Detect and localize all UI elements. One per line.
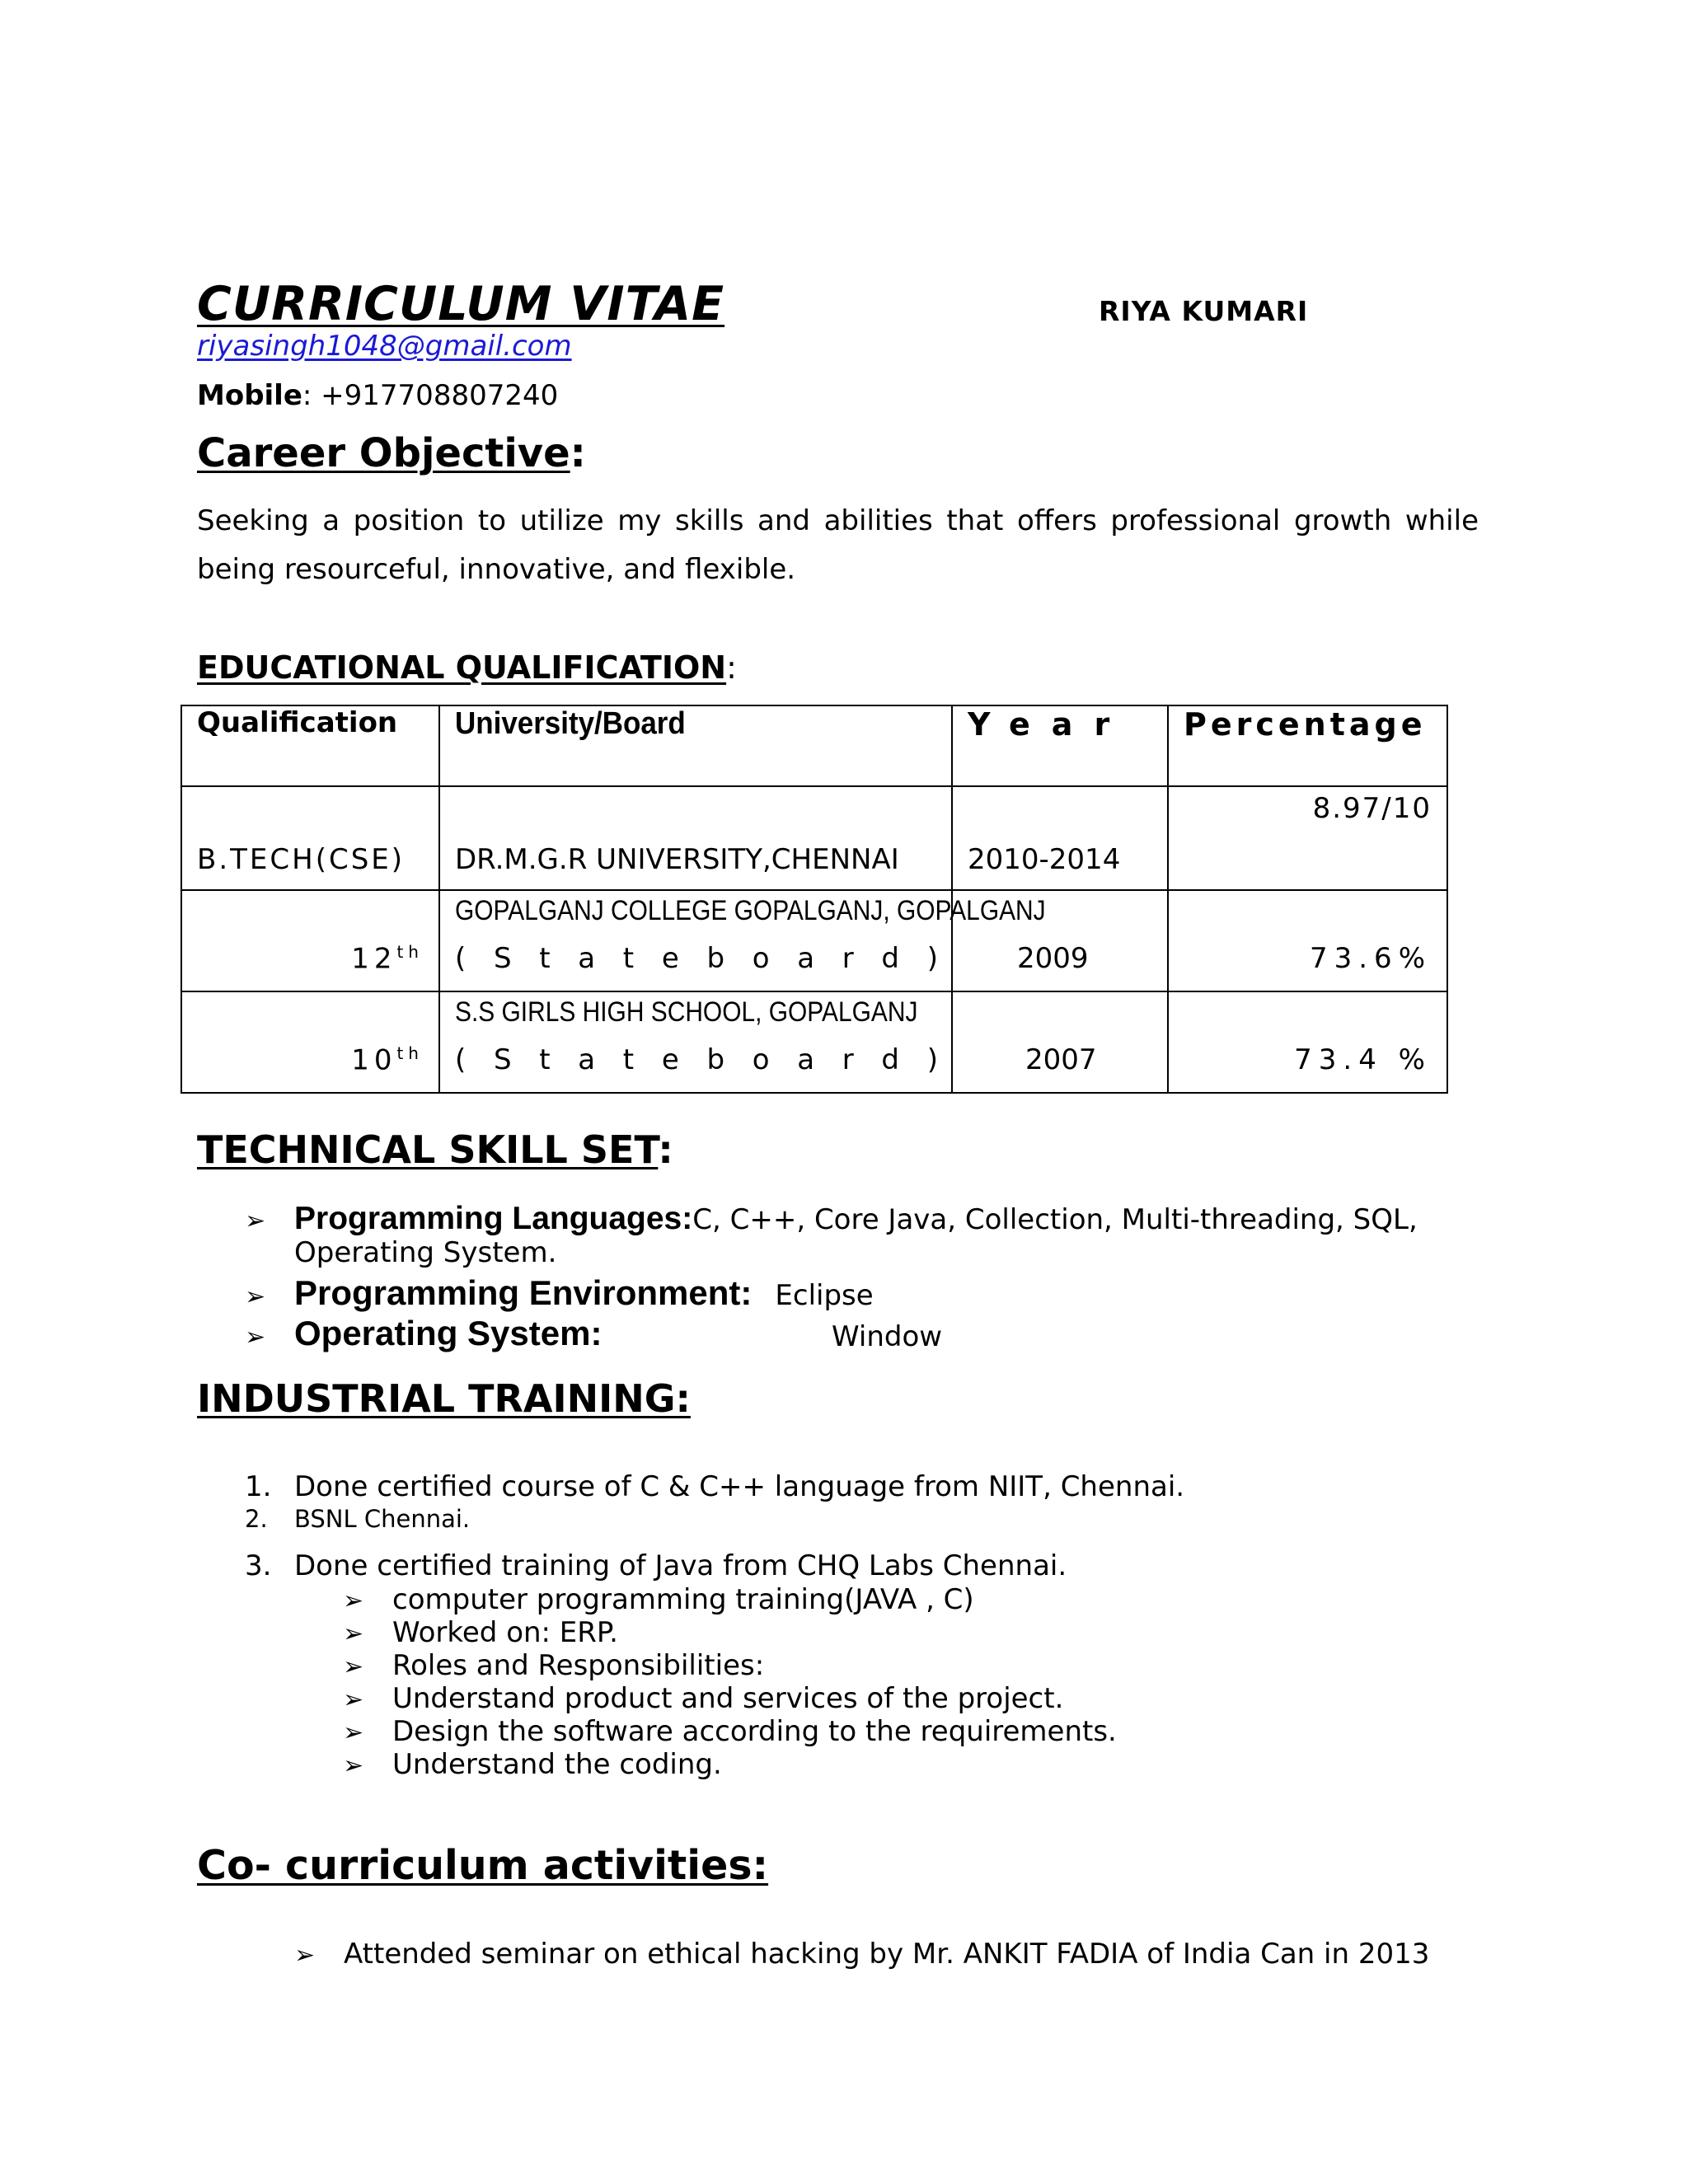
header-university-text: University/Board xyxy=(455,706,686,741)
skill-label: Programming Environment xyxy=(294,1273,741,1312)
skill-sep: : xyxy=(740,1273,753,1312)
subitem-text: Worked on: ERP. xyxy=(392,1616,618,1649)
year-text: 2007 xyxy=(1025,1043,1097,1076)
year-cell xyxy=(952,786,1168,890)
skill-sep: : xyxy=(682,1201,693,1236)
skill-value: Eclipse xyxy=(775,1279,874,1312)
training-number: 3. xyxy=(245,1549,272,1582)
education-heading xyxy=(197,649,737,686)
year-text: 2010-2014 xyxy=(968,843,1121,876)
skill-value-continued: Operating System. xyxy=(294,1236,557,1269)
qualification-number: 12 xyxy=(351,942,397,976)
qualification-cell xyxy=(181,890,439,991)
technical-heading-text: TECHNICAL SKILL SET xyxy=(197,1127,659,1172)
training-item xyxy=(245,1505,470,1533)
training-item xyxy=(245,1549,1067,1582)
arrowhead-bullet-icon: ➢ xyxy=(343,1586,364,1615)
skill-item xyxy=(245,1273,874,1313)
table-row xyxy=(181,890,1447,991)
education-heading-colon: : xyxy=(726,649,737,686)
cv-title: CURRICULUM VITAE xyxy=(197,277,725,331)
subitem-text: Understand product and services of the project. xyxy=(392,1682,1064,1715)
qualification-text xyxy=(351,942,424,975)
cocurricular-text: Attended seminar on ethical hacking by Mr. ANKIT FADIA of India Can in 2013 xyxy=(344,1938,1430,1971)
qualification-text: B.TECH(CSE) xyxy=(197,843,406,876)
table-row xyxy=(181,991,1447,1093)
training-subitem xyxy=(343,1583,974,1616)
training-subitem xyxy=(343,1616,618,1649)
board-text: ( S t a t e b o a r d ) xyxy=(455,1043,938,1076)
education-heading-text: EDUCATIONAL QUALIFICATION xyxy=(197,649,727,686)
arrowhead-bullet-icon: ➢ xyxy=(343,1652,364,1681)
arrowhead-bullet-icon: ➢ xyxy=(245,1323,266,1352)
university-cell xyxy=(439,890,1046,991)
table-row xyxy=(181,786,1447,890)
arrowhead-bullet-icon: ➢ xyxy=(343,1718,364,1747)
arrowhead-bullet-icon: ➢ xyxy=(343,1751,364,1780)
skill-sep: : xyxy=(590,1314,603,1352)
career-heading-colon: : xyxy=(570,430,586,476)
year-cell xyxy=(952,890,1168,991)
education-table xyxy=(181,705,1448,1094)
qualification-cell xyxy=(181,991,439,1093)
percentage-text: 73.4 % xyxy=(1294,1043,1432,1076)
education-header-row xyxy=(181,705,1447,786)
cocurricular-item xyxy=(294,1938,1429,1971)
header-year xyxy=(952,705,1168,786)
skill-item xyxy=(245,1201,1418,1237)
cocurricular-heading-text: Co- curriculum activities: xyxy=(197,1842,769,1889)
career-objective-heading xyxy=(197,430,586,476)
header-qualification: Qualification xyxy=(181,705,439,786)
training-text: Done certified course of C & C++ language from NIIT, Chennai. xyxy=(294,1470,1185,1503)
industrial-training-heading xyxy=(197,1376,691,1421)
cocurricular-heading xyxy=(197,1842,768,1889)
university-cell xyxy=(439,786,952,890)
qualification-sup: th xyxy=(396,1043,424,1063)
email-link[interactable]: riyasingh1048@gmail.com xyxy=(197,330,572,363)
training-item xyxy=(245,1470,1184,1503)
year-text: 2009 xyxy=(1017,942,1089,975)
year-cell xyxy=(952,991,1168,1093)
header-year-text: Year xyxy=(968,706,1132,743)
qualification-cell xyxy=(181,786,439,890)
subitem-text: Understand the coding. xyxy=(392,1748,722,1781)
percentage-cell xyxy=(1168,786,1447,890)
career-objective-text: Seeking a position to utilize my skills and abilities that offers professional growth while being resourceful, innovative, and flexible. xyxy=(197,504,1479,586)
subitem-text: Roles and Responsibilities: xyxy=(392,1649,765,1682)
arrowhead-bullet-icon: ➢ xyxy=(294,1941,316,1970)
skill-value: Window xyxy=(832,1320,943,1353)
percentage-cell xyxy=(1168,991,1447,1093)
skill-item xyxy=(245,1314,602,1353)
qualification-number: 10 xyxy=(351,1043,397,1077)
skill-label: Programming Languages xyxy=(294,1201,682,1236)
technical-skills-heading xyxy=(197,1127,673,1172)
candidate-name: RIYA KUMARI xyxy=(1099,295,1309,327)
arrowhead-bullet-icon: ➢ xyxy=(245,1207,266,1235)
university-text: S.S GIRLS HIGH SCHOOL, GOPALGANJ xyxy=(455,996,918,1028)
training-text: Done certified training of Java from CHQ Labs Chennai. xyxy=(294,1549,1067,1582)
mobile-label: Mobile xyxy=(197,379,302,412)
header-percentage-text: Percentage xyxy=(1184,706,1427,743)
training-heading-text: INDUSTRIAL TRAINING: xyxy=(197,1376,691,1421)
mobile-value: : +917708807240 xyxy=(302,379,559,412)
career-heading-text: Career Objective xyxy=(197,430,570,476)
university-cell xyxy=(439,991,952,1093)
university-text: DR.M.G.R UNIVERSITY,CHENNAI xyxy=(455,843,899,876)
training-number: 1. xyxy=(245,1470,272,1503)
arrowhead-bullet-icon: ➢ xyxy=(245,1282,266,1311)
training-subitem xyxy=(343,1715,1117,1748)
board-text: ( S t a t e b o a r d ) xyxy=(455,942,938,975)
percentage-text: 8.97/10 xyxy=(1312,792,1432,825)
subitem-text: computer programming training(JAVA , C) xyxy=(392,1583,974,1616)
arrowhead-bullet-icon: ➢ xyxy=(343,1619,364,1648)
percentage-cell xyxy=(1168,890,1447,991)
header-percentage xyxy=(1168,705,1447,786)
training-subitem xyxy=(343,1649,764,1682)
qualification-sup: th xyxy=(396,942,424,962)
mobile-line xyxy=(197,379,558,412)
header-university xyxy=(439,705,952,786)
training-subitem xyxy=(343,1748,722,1781)
skill-value: C, C++, Core Java, Collection, Multi-threading, SQL, xyxy=(692,1203,1418,1236)
percentage-text: 73.6% xyxy=(1309,942,1432,975)
skill-label: Operating System xyxy=(294,1314,591,1352)
training-number: 2. xyxy=(245,1505,268,1533)
arrowhead-bullet-icon: ➢ xyxy=(343,1685,364,1714)
university-text: GOPALGANJ COLLEGE GOPALGANJ, GOPALGANJ xyxy=(455,895,1046,926)
subitem-text: Design the software according to the requirements. xyxy=(392,1715,1117,1748)
training-text: BSNL Chennai. xyxy=(294,1505,471,1533)
technical-heading-colon: : xyxy=(658,1127,673,1172)
training-subitem xyxy=(343,1682,1063,1715)
qualification-text xyxy=(351,1043,424,1076)
